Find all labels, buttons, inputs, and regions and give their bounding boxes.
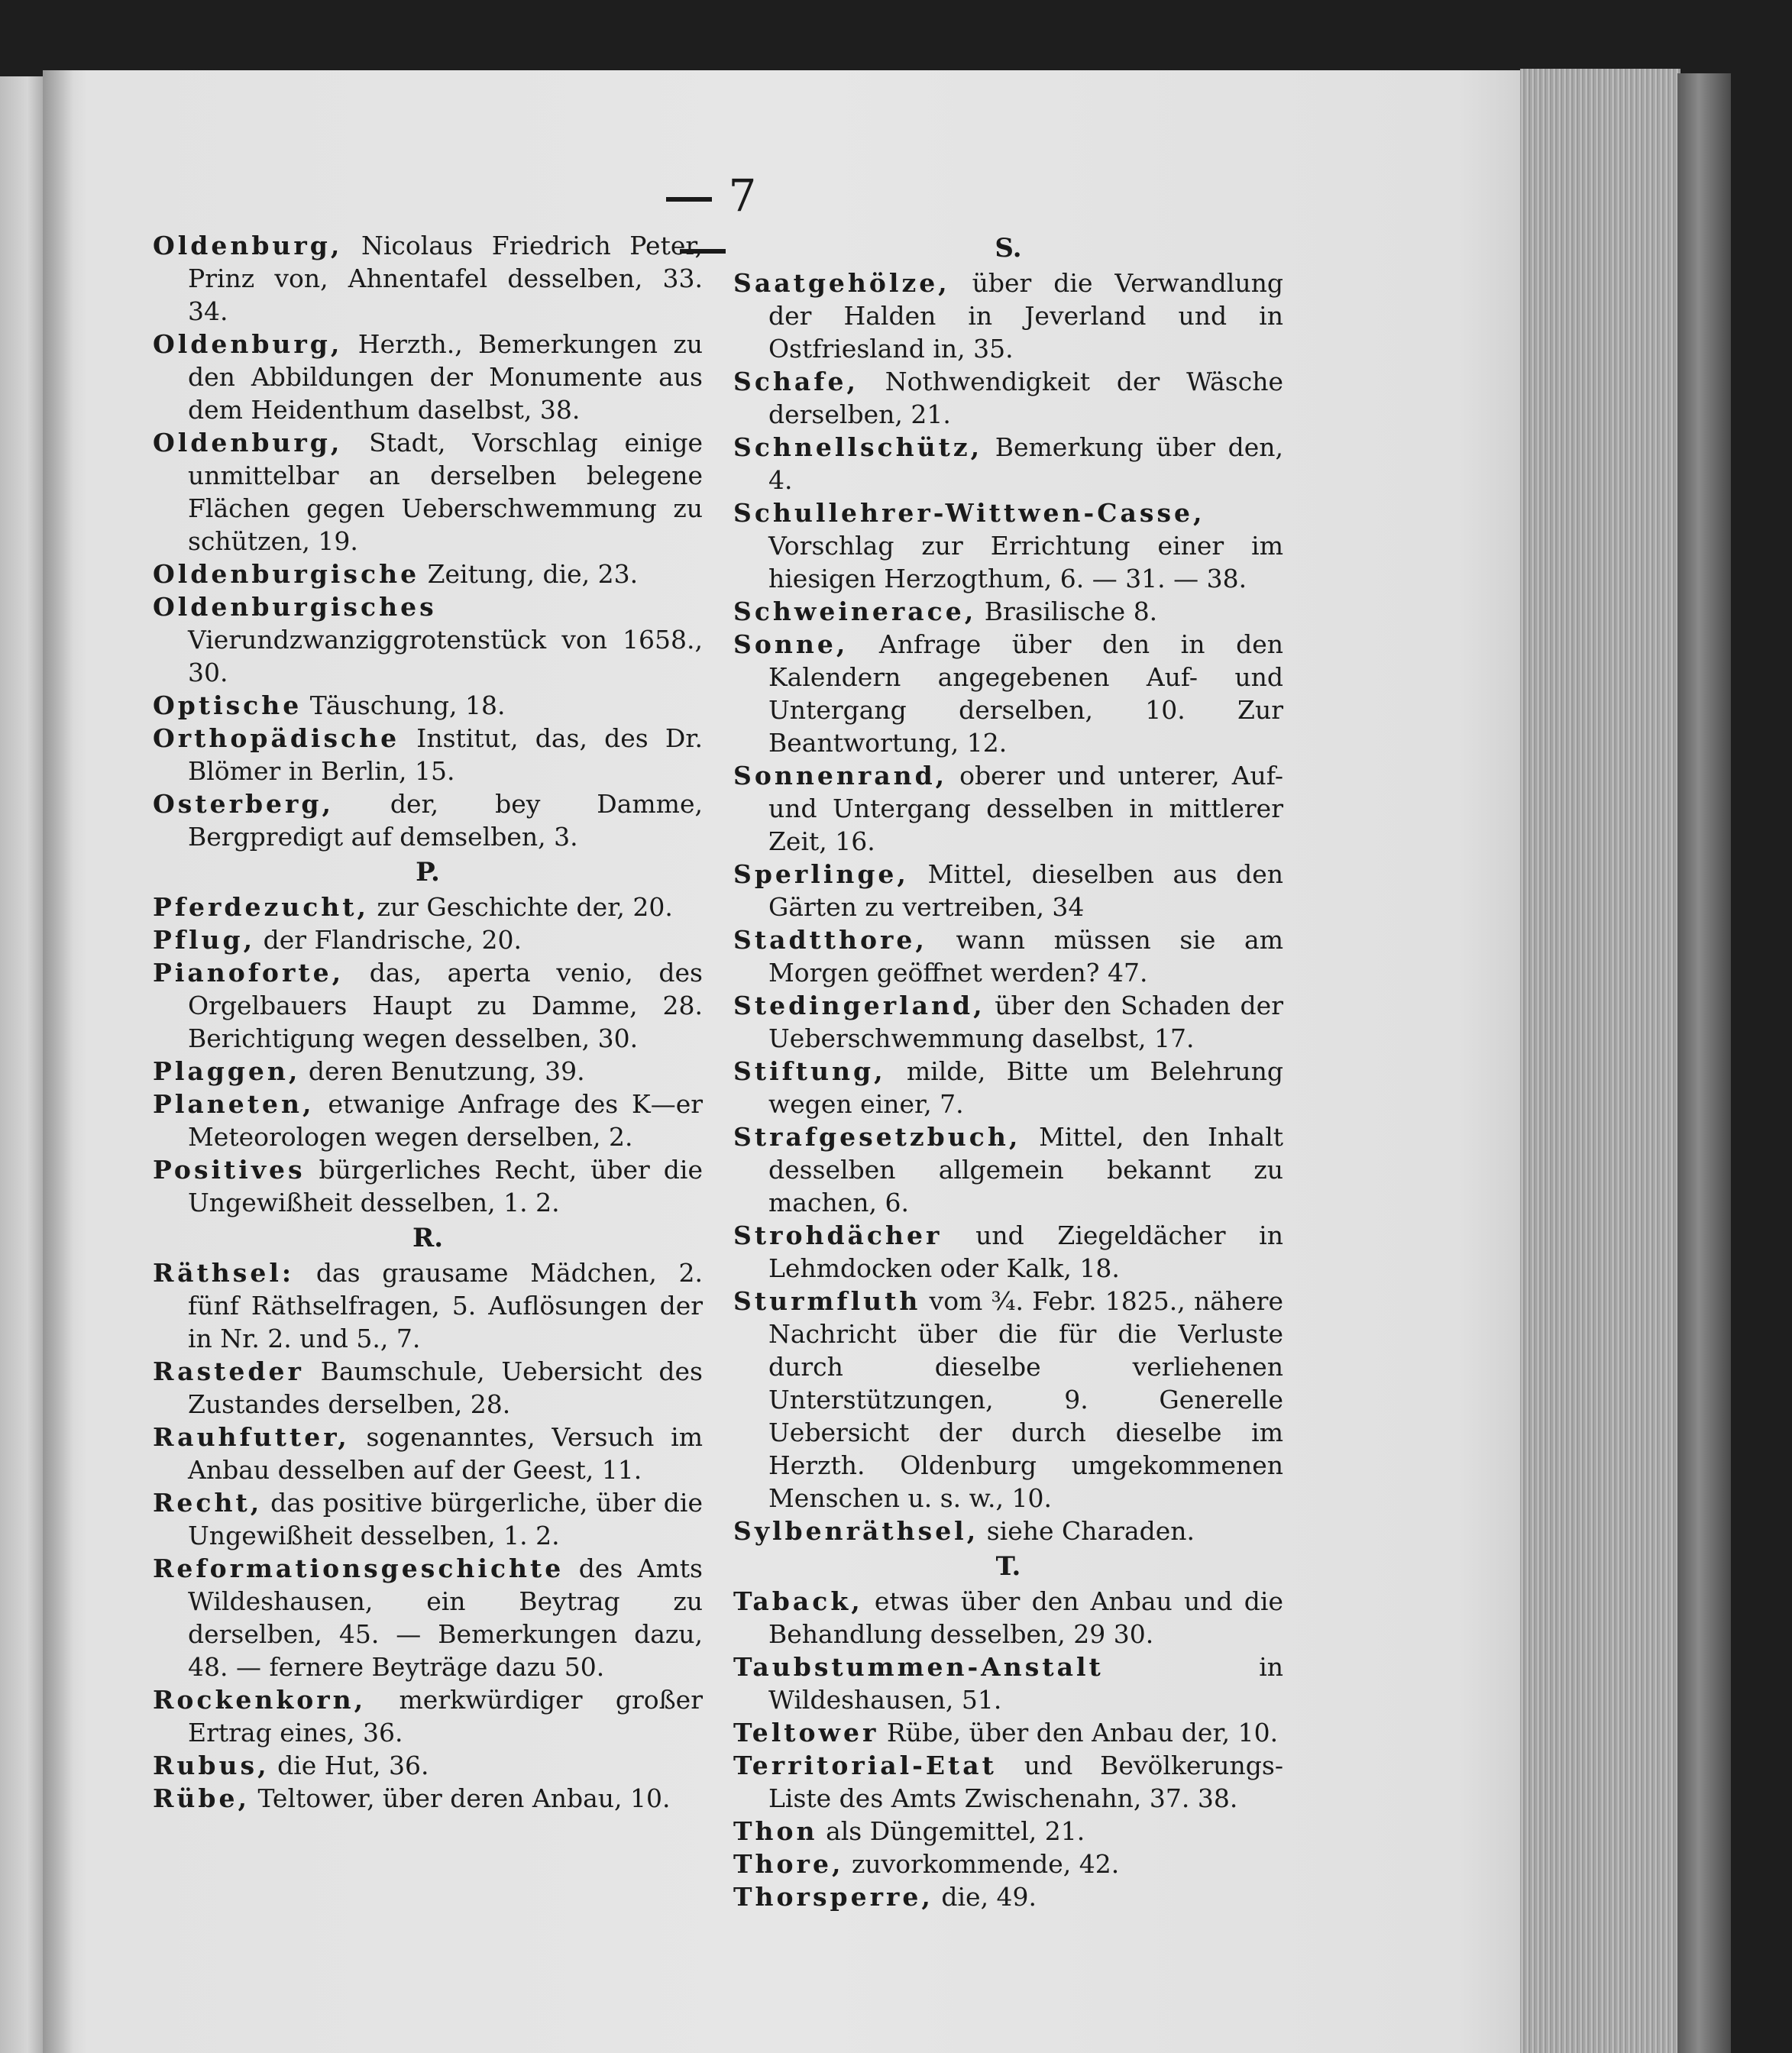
index-entry [153,1749,703,1782]
index-keyword: Stadtthore, [733,925,927,955]
index-keyword: Rubus, [153,1751,270,1780]
index-entry [153,1782,703,1815]
index-text: vom ¾. Febr. 1825., nähere Nachricht über die für die Verluste durch dieselbe verliehenen Unterstützungen, 9. Generelle Uebersicht der durch dieselbe im Herzth. Oldenburg umgekommenen Menschen u. s. w., 10. [768,1286,1283,1513]
index-keyword: Rübe, [153,1783,250,1813]
index-keyword: Sonnenrand, [733,761,948,790]
index-keyword: Strafgesetzbuch, [733,1122,1021,1152]
index-keyword: Rockenkorn, [153,1685,367,1715]
index-keyword: Thon [733,1816,818,1846]
index-keyword: Saatgehölze, [733,268,950,298]
section-letter-heading: S. [995,233,1022,263]
index-keyword: Oldenburg, [153,428,343,457]
index-entry [153,1055,703,1088]
index-entry [153,1088,703,1153]
index-entry [733,628,1283,759]
index-entry [153,1486,703,1552]
index-text: des Amts Wildeshausen, ein Beytrag zu derselben, 45. — Bemerkungen dazu, 48. — fernere Beyträge dazu 50. [188,1553,703,1682]
index-text: die, 49. [941,1882,1037,1912]
index-text: Brasilische 8. [984,597,1158,626]
index-keyword: Thorsperre, [733,1882,933,1912]
index-entry [153,1552,703,1683]
index-text: oberer und unterer, Auf- und Untergang desselben in mittlerer Zeit, 16. [768,761,1283,856]
index-entry [733,1848,1283,1880]
index-text: siehe Charaden. [986,1516,1195,1546]
index-text: über den Schaden der Ueberschwemmung daselbst, 17. [768,991,1283,1053]
index-text: in Wildeshausen, 51. [768,1652,1283,1715]
index-entry [733,1120,1283,1219]
index-keyword: Schafe, [733,367,859,396]
index-entry [733,1219,1283,1285]
index-entry [153,328,703,426]
index-text: merkwürdiger großer Ertrag eines, 36. [188,1685,703,1747]
index-text: etwas über den Anbau und die Behandlung desselben, 29 30. [768,1586,1283,1649]
index-entry [153,558,703,590]
index-keyword: Räthsel: [153,1258,295,1288]
index-entry [733,1815,1283,1848]
page-stack-edge [1520,69,1680,2053]
index-text: und Ziegeldächer in Lehmdocken oder Kalk, 18. [768,1220,1283,1283]
index-text: wann müssen sie am Morgen geöffnet werden? 47. [768,925,1283,988]
index-text: der Flandrische, 20. [263,925,522,955]
index-entry [153,1421,703,1486]
index-text: Zeitung, die, 23. [427,559,639,589]
index-entry [733,989,1283,1055]
index-entry [733,431,1283,496]
index-entry [153,923,703,956]
index-text: Herzth., Bemerkungen zu den Abbildungen der Monumente aus dem Heidenthum daselbst, 38. [188,329,703,425]
index-keyword: Osterberg, [153,789,334,819]
index-text: als Düngemittel, 21. [826,1816,1085,1846]
index-text: das positive bürgerliche, über die Ungewißheit desselben, 1. 2. [188,1488,703,1550]
index-entry [153,229,703,328]
index-text: Baumschule, Uebersicht des Zustandes derselben, 28. [188,1356,703,1419]
index-entry [733,858,1283,923]
index-keyword: Plaggen, [153,1056,301,1086]
index-entry [153,1153,703,1219]
index-keyword: Thore, [733,1849,844,1879]
index-entry [153,426,703,558]
index-keyword: Sylbenräthsel, [733,1516,979,1546]
index-text: zuvorkommende, 42. [851,1849,1120,1879]
index-entry [153,787,703,853]
left-page-edge [0,76,46,2053]
index-entry [733,1285,1283,1515]
index-keyword: Strohdächer [733,1220,943,1250]
section-letter-heading: R. [412,1223,444,1253]
index-keyword: Teltower [733,1718,879,1747]
index-entry [153,891,703,923]
index-entry [733,365,1283,431]
index-text: Mittel, dieselben aus den Gärten zu vertreiben, 34 [768,859,1283,922]
index-keyword: Schweinerace, [733,597,977,626]
page-number-value: 7 [728,170,757,221]
section-letter-heading: T. [995,1551,1021,1582]
index-text: Rübe, über den Anbau der, 10. [886,1718,1279,1747]
index-keyword: Oldenburgisches [153,592,437,622]
index-entry [153,689,703,722]
index-text: Stadt, Vorschlag einige unmittelbar an derselben belegene Flächen gegen Ueberschwemmung zu schützen, 19. [188,428,703,556]
index-entry [733,1650,1283,1716]
index-entry [733,1749,1283,1815]
index-keyword: Pferdezucht, [153,892,370,922]
index-text: Teltower, über deren Anbau, 10. [257,1783,671,1813]
index-keyword: Schullehrer-Wittwen-Casse, [733,498,1205,528]
index-text: Bemerkung über den, 4. [768,432,1283,495]
index-text: die Hut, 36. [277,1751,429,1780]
index-keyword: Recht, [153,1488,263,1518]
index-text: Institut, das, des Dr. Blömer in Berlin, 15. [188,723,703,786]
index-entry [733,496,1283,595]
index-text: das, aperta venio, des Orgelbauers Haupt zu Damme, 28. Berichtigung wegen desselben, 30. [188,958,703,1053]
index-text: und Bevölkerungs-Liste des Amts Zwischenahn, 37. 38. [768,1751,1283,1813]
gutter-shadow [43,70,73,2053]
index-entry [733,759,1283,858]
index-entry [153,956,703,1055]
index-keyword: Pianoforte, [153,958,344,988]
index-entry [733,595,1283,628]
index-text: Täuschung, 18. [309,690,506,720]
index-entry [153,1355,703,1421]
index-keyword: Schnellschütz, [733,432,983,462]
index-keyword: Oldenburgische [153,559,420,589]
index-keyword: Orthopädische [153,723,400,753]
dash-left [666,197,712,202]
book-cover-edge [1677,73,1731,2053]
index-text: bürgerliches Recht, über die Ungewißheit desselben, 1. 2. [188,1155,703,1217]
index-text: Mittel, den Inhalt desselben allgemein bekannt zu machen, 6. [768,1122,1284,1217]
index-text: über die Verwandlung der Halden in Jeverland und in Ostfriesland in, 35. [768,268,1283,364]
index-entry [733,1716,1283,1749]
index-text: der, bey Damme, Bergpredigt auf demselben, 3. [188,789,703,852]
index-keyword: Optische [153,690,302,720]
index-keyword: Sperlinge, [733,859,909,889]
index-keyword: Stiftung, [733,1056,886,1086]
index-entry [733,1880,1283,1913]
index-entry [733,1515,1283,1547]
index-keyword: Pflug, [153,925,256,955]
index-entry [733,1585,1283,1650]
index-entry [733,1055,1283,1120]
index-keyword: Rasteder [153,1356,304,1386]
index-entry [733,923,1283,989]
index-keyword: Oldenburg, [153,231,343,260]
index-keyword: Taback, [733,1586,863,1616]
index-text: Vierundzwanziggrotenstück von 1658., 30. [188,625,703,687]
index-keyword: Oldenburg, [153,329,343,359]
index-entry [153,1683,703,1749]
index-text: sogenanntes, Versuch im Anbau desselben auf der Geest, 11. [188,1422,703,1485]
index-text: etwanige Anfrage des K—er Meteorologen wegen derselben, 2. [188,1089,703,1152]
index-entry [153,590,703,689]
index-keyword: Territorial-Etat [733,1751,997,1780]
index-column-right [733,229,1283,1913]
index-keyword: Stedingerland, [733,991,985,1020]
index-text: deren Benutzung, 39. [308,1056,585,1086]
index-keyword: Positives [153,1155,306,1185]
index-text: Nothwendigkeit der Wäsche derselben, 21. [768,367,1283,429]
index-keyword: Sturmfluth [733,1286,921,1316]
index-entry [733,267,1283,365]
index-entry [153,1256,703,1355]
index-text: Vorschlag zur Errichtung einer im hiesigen Herzogthum, 6. — 31. — 38. [768,531,1283,593]
index-text: Nicolaus Friedrich Peter, Prinz von, Ahnentafel desselben, 33. 34. [188,231,703,326]
index-keyword: Taubstummen-Anstalt [733,1652,1104,1682]
index-text: Anfrage über den in den Kalendern angegebenen Auf- und Untergang derselben, 10. Zur Beantwortung, 12. [768,629,1283,758]
index-keyword: Planeten, [153,1089,315,1119]
index-text: das grausame Mädchen, 2. fünf Räthselfragen, 5. Auflösungen der in Nr. 2. und 5., 7. [188,1258,703,1353]
index-keyword: Rauhfutter, [153,1422,350,1452]
index-text: milde, Bitte um Belehrung wegen einer, 7. [768,1056,1283,1119]
index-text: zur Geschichte der, 20. [377,892,673,922]
index-column-left [153,229,703,1815]
section-letter-heading: P. [416,857,440,887]
index-keyword: Sonne, [733,629,849,659]
index-entry [153,722,703,787]
index-keyword: Reformationsgeschichte [153,1553,564,1583]
